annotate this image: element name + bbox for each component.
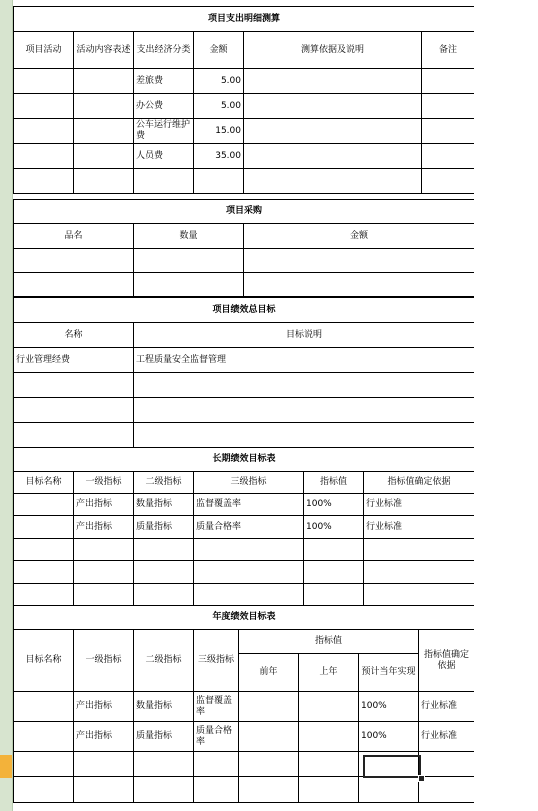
table-row (14, 69, 475, 94)
cell[interactable] (14, 249, 134, 273)
cell[interactable] (304, 584, 364, 606)
header-indicator-value-group[interactable]: 指标值 (239, 630, 419, 654)
expense-detail-table (13, 6, 475, 194)
expense-category-cell[interactable]: 差旅费 (134, 69, 194, 94)
cell[interactable] (134, 423, 475, 448)
cell[interactable] (14, 584, 74, 606)
level1-cell[interactable]: 产出指标 (74, 516, 134, 539)
cell[interactable] (134, 373, 475, 398)
level2-cell[interactable]: 质量指标 (134, 516, 194, 539)
value-basis-cell[interactable]: 行业标准 (364, 516, 475, 539)
procurement-title[interactable]: 项目采购 (14, 200, 475, 224)
goal-description-cell[interactable]: 工程质量安全监督管理 (134, 348, 475, 373)
indicator-value-cell[interactable]: 100% (304, 516, 364, 539)
expense-category-cell[interactable]: 人员费 (134, 144, 194, 169)
cell[interactable] (14, 561, 74, 584)
amount-cell[interactable]: 5.00 (194, 94, 244, 119)
cell[interactable] (74, 169, 134, 194)
cell[interactable] (194, 169, 244, 194)
header-remarks[interactable]: 备注 (422, 32, 475, 69)
long-term-goal-table (13, 447, 475, 606)
long-term-title[interactable]: 长期绩效目标表 (14, 448, 475, 472)
cell[interactable] (422, 119, 475, 144)
cell[interactable] (14, 494, 74, 516)
blank-area (474, 0, 538, 811)
cell[interactable] (134, 249, 244, 273)
selected-cell[interactable] (359, 752, 419, 777)
level3-cell[interactable]: 质量合格率 (194, 722, 239, 752)
header-level1-indicator[interactable]: 一级指标 (74, 472, 134, 494)
cell[interactable] (244, 69, 422, 94)
header-calculation-basis[interactable]: 测算依据及说明 (244, 32, 422, 69)
goal-name-cell[interactable]: 行业管理经费 (14, 348, 134, 373)
header-target-name[interactable]: 目标名称 (14, 630, 74, 692)
table-row (14, 692, 475, 722)
table-row (14, 169, 475, 194)
cell[interactable] (239, 777, 299, 803)
overall-goal-table (13, 297, 475, 448)
value-basis-cell[interactable]: 行业标准 (419, 692, 475, 722)
indicator-value-cell[interactable]: 100% (304, 494, 364, 516)
header-level3-indicator[interactable]: 三级指标 (194, 630, 239, 692)
cell[interactable] (14, 144, 74, 169)
level3-cell[interactable]: 监督覆盖率 (194, 494, 304, 516)
table-row (14, 584, 475, 606)
cell[interactable] (14, 119, 74, 144)
value-basis-cell[interactable]: 行业标准 (364, 494, 475, 516)
amount-cell[interactable]: 15.00 (194, 119, 244, 144)
table-row (14, 777, 475, 803)
cell[interactable] (364, 584, 475, 606)
cell[interactable] (74, 752, 134, 777)
cell[interactable] (364, 561, 475, 584)
cell[interactable] (14, 273, 134, 297)
header-project-activity[interactable]: 项目活动 (14, 32, 74, 69)
fill-handle[interactable] (418, 775, 425, 782)
cell[interactable] (194, 561, 304, 584)
table-row (14, 494, 475, 516)
cell[interactable] (14, 539, 74, 561)
cell[interactable] (422, 94, 475, 119)
header-level2-indicator[interactable]: 二级指标 (134, 472, 194, 494)
header-item-name[interactable]: 品名 (14, 224, 134, 249)
cell[interactable] (74, 539, 134, 561)
header-target-name[interactable]: 目标名称 (14, 472, 74, 494)
expense-detail-title[interactable]: 项目支出明细测算 (14, 7, 475, 32)
cell[interactable] (299, 777, 359, 803)
cell[interactable] (422, 169, 475, 194)
header-level1-indicator[interactable]: 一级指标 (74, 630, 134, 692)
cell[interactable] (74, 561, 134, 584)
table-row (14, 348, 475, 373)
cell[interactable] (134, 398, 475, 423)
cell[interactable] (74, 119, 134, 144)
header-activity-description[interactable]: 活动内容表述 (74, 32, 134, 69)
table-row (14, 119, 475, 144)
cell[interactable] (304, 561, 364, 584)
cell[interactable] (194, 752, 239, 777)
table-row (14, 273, 475, 297)
cell[interactable] (14, 777, 74, 803)
amount-cell[interactable]: 35.00 (194, 144, 244, 169)
cell[interactable] (74, 69, 134, 94)
cell[interactable] (244, 169, 422, 194)
cell[interactable] (194, 584, 304, 606)
cell[interactable] (14, 752, 74, 777)
header-amount[interactable]: 金额 (194, 32, 244, 69)
cell[interactable] (239, 692, 299, 722)
header-last-year[interactable]: 上年 (299, 654, 359, 692)
table-row (14, 516, 475, 539)
header-quantity[interactable]: 数量 (134, 224, 244, 249)
expected-value-cell[interactable]: 100% (359, 722, 419, 752)
cell[interactable] (14, 169, 74, 194)
procurement-table (13, 199, 475, 297)
cell[interactable] (14, 722, 74, 752)
header-value-basis[interactable]: 指标值确定依据 (364, 472, 475, 494)
cell[interactable] (419, 777, 475, 803)
header-goal-name[interactable]: 名称 (14, 323, 134, 348)
header-expense-category[interactable]: 支出经济分类 (134, 32, 194, 69)
cell[interactable] (359, 777, 419, 803)
expense-category-cell[interactable]: 公车运行维护费 (134, 119, 194, 144)
amount-cell[interactable]: 5.00 (194, 69, 244, 94)
cell[interactable] (422, 69, 475, 94)
header-level3-indicator[interactable]: 三级指标 (194, 472, 304, 494)
level2-cell[interactable]: 数量指标 (134, 494, 194, 516)
level1-cell[interactable]: 产出指标 (74, 692, 134, 722)
cell[interactable] (134, 273, 244, 297)
table-row (14, 398, 475, 423)
cell[interactable] (14, 423, 134, 448)
header-expected-this-year[interactable]: 预计当年实现 (359, 654, 419, 692)
cell[interactable] (134, 584, 194, 606)
cell[interactable] (14, 94, 74, 119)
cell[interactable] (134, 169, 194, 194)
header-level2-indicator[interactable]: 二级指标 (134, 630, 194, 692)
cell[interactable] (14, 516, 74, 539)
expense-category-cell[interactable]: 办公费 (134, 94, 194, 119)
table-row (14, 752, 475, 777)
cell[interactable] (134, 752, 194, 777)
cell[interactable] (364, 539, 475, 561)
cell[interactable] (134, 777, 194, 803)
cell[interactable] (244, 273, 475, 297)
row-header-gutter[interactable] (0, 0, 13, 811)
table-row (14, 94, 475, 119)
annual-title[interactable]: 年度绩效目标表 (14, 606, 475, 630)
cell[interactable] (244, 249, 475, 273)
expected-value-cell[interactable]: 100% (359, 692, 419, 722)
level3-cell[interactable]: 监督覆盖率 (194, 692, 239, 722)
cell[interactable] (74, 144, 134, 169)
table-row (14, 249, 475, 273)
value-basis-cell[interactable]: 行业标准 (419, 722, 475, 752)
cell[interactable] (14, 692, 74, 722)
cell[interactable] (244, 94, 422, 119)
cell[interactable] (74, 584, 134, 606)
active-row-marker (0, 755, 12, 778)
header-indicator-value[interactable]: 指标值 (304, 472, 364, 494)
annual-goal-table (13, 605, 475, 803)
cell[interactable] (239, 722, 299, 752)
table-row (14, 373, 475, 398)
cell[interactable] (74, 94, 134, 119)
header-goal-description[interactable]: 目标说明 (134, 323, 475, 348)
cell[interactable] (14, 69, 74, 94)
cell[interactable] (74, 777, 134, 803)
table-row (14, 722, 475, 752)
cell[interactable] (419, 752, 475, 777)
cell[interactable] (299, 722, 359, 752)
cell[interactable] (244, 144, 422, 169)
cell[interactable] (239, 752, 299, 777)
level2-cell[interactable]: 数量指标 (134, 692, 194, 722)
level2-cell[interactable]: 质量指标 (134, 722, 194, 752)
cell[interactable] (299, 752, 359, 777)
cell[interactable] (422, 144, 475, 169)
table-row (14, 539, 475, 561)
spreadsheet-grid[interactable] (13, 0, 474, 811)
cell[interactable] (14, 398, 134, 423)
cell[interactable] (194, 777, 239, 803)
header-value-basis[interactable]: 指标值确定依据 (419, 630, 475, 692)
cell[interactable] (244, 119, 422, 144)
table-row (14, 144, 475, 169)
table-row (14, 423, 475, 448)
cell[interactable] (194, 539, 304, 561)
header-prev-year[interactable]: 前年 (239, 654, 299, 692)
header-procurement-amount[interactable]: 金额 (244, 224, 475, 249)
cell[interactable] (134, 561, 194, 584)
table-row (14, 561, 475, 584)
cell[interactable] (134, 539, 194, 561)
overall-goal-title[interactable]: 项目绩效总目标 (14, 298, 475, 323)
level1-cell[interactable]: 产出指标 (74, 722, 134, 752)
level3-cell[interactable]: 质量合格率 (194, 516, 304, 539)
level1-cell[interactable]: 产出指标 (74, 494, 134, 516)
cell[interactable] (304, 539, 364, 561)
cell[interactable] (14, 373, 134, 398)
cell[interactable] (299, 692, 359, 722)
